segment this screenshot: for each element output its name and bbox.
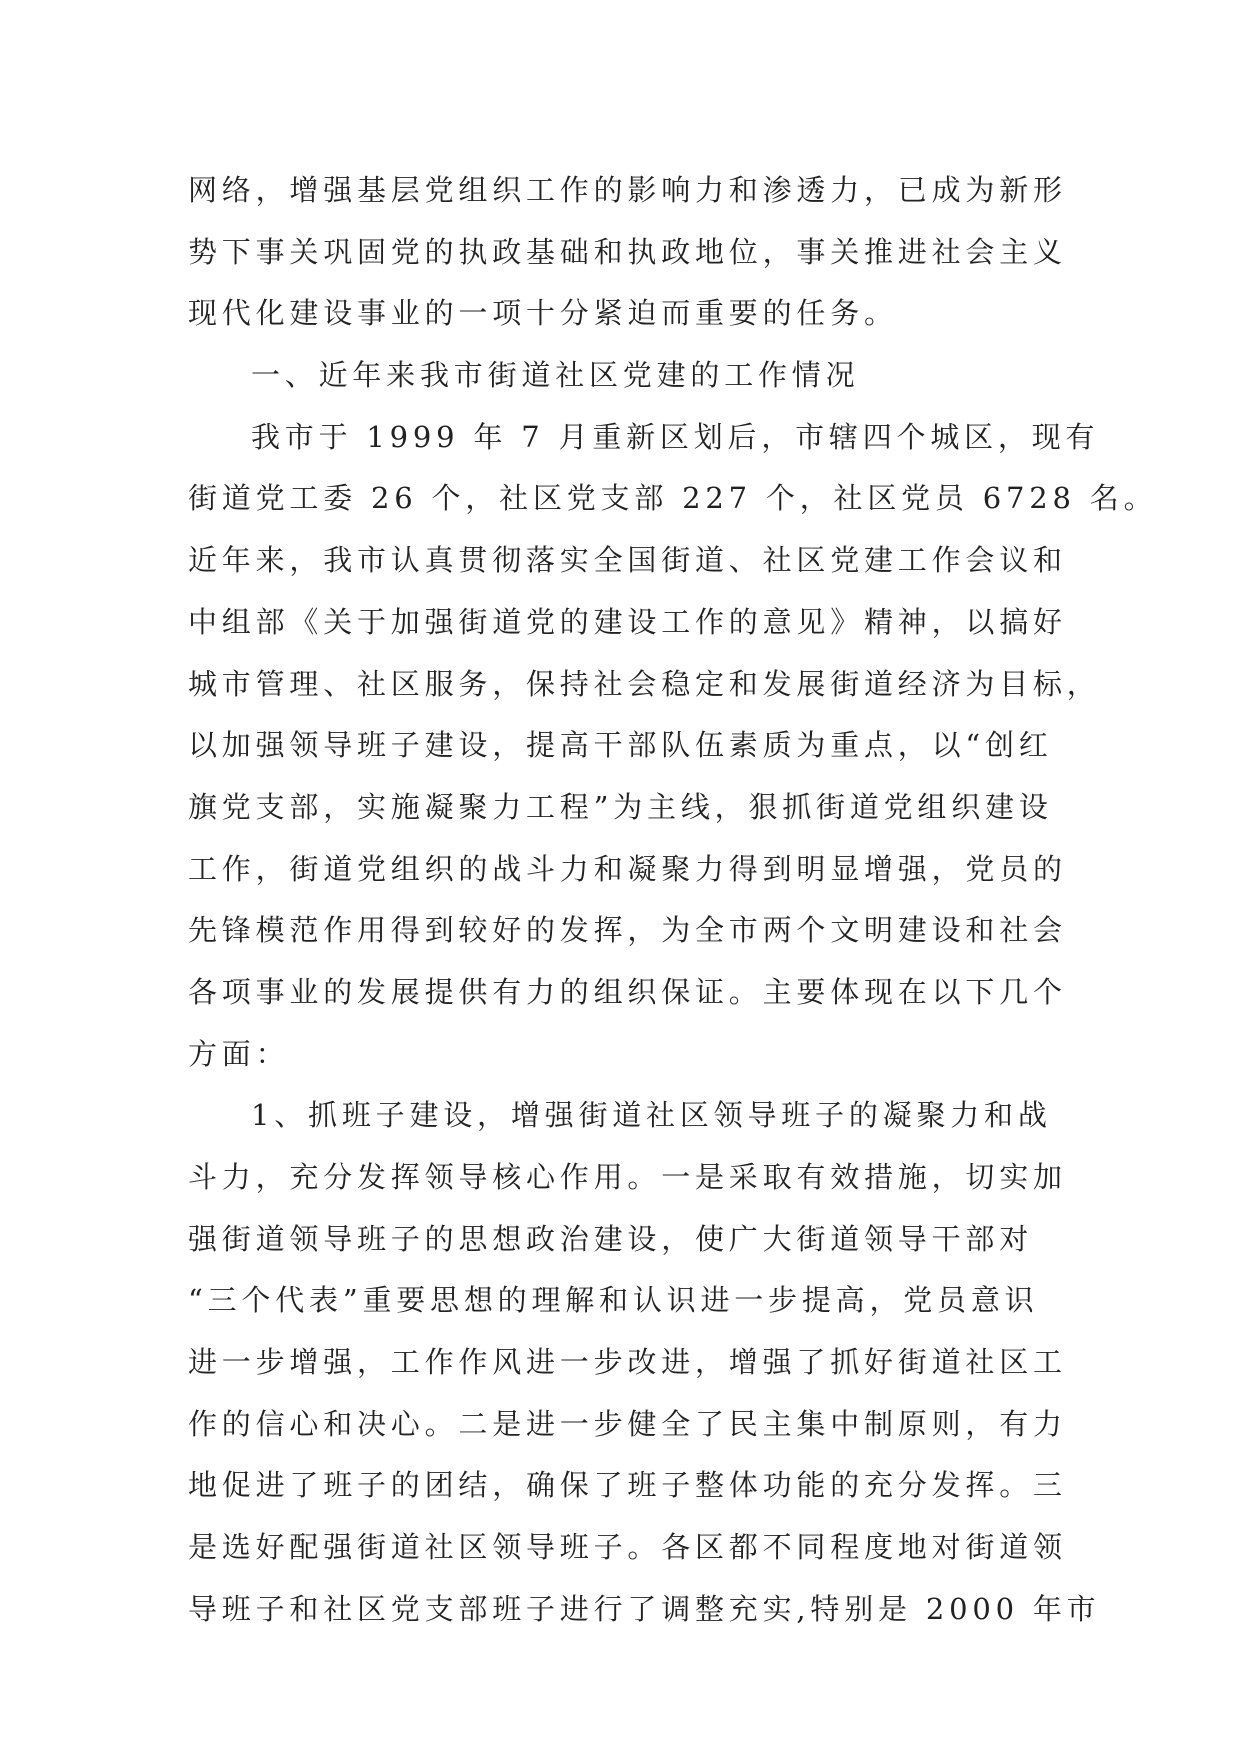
text-line: 斗力，充分发挥领导核心作用。一是采取有效措施，切实加 <box>188 1160 1067 1194</box>
text-line: 城市管理、社区服务，保持社会稳定和发展街道经济为目标， <box>188 666 1101 701</box>
text-line: 作的信心和决心。二是进一步健全了民主集中制原则，有力 <box>188 1406 1067 1441</box>
text-line: 近年来，我市认真贯彻落实全国街道、社区党建工作会议和 <box>188 543 1067 578</box>
text-line: 强街道领导班子的思想政治建设，使广大街道领导干部对 <box>188 1221 1034 1256</box>
text-line: 是选好配强街道社区领导班子。各区都不同程度地对街道领 <box>188 1530 1067 1565</box>
text-line: 导班子和社区党支部班子进行了调整充实,特别是 2000 年市 <box>188 1591 1101 1626</box>
text-line: 各项事业的发展提供有力的组织保证。主要体现在以下几个 <box>188 974 1067 1009</box>
text-line: “三个代表”重要思想的理解和认识进一步提高，党员意识 <box>188 1283 1039 1318</box>
text-line: 先锋模范作用得到较好的发挥，为全市两个文明建设和社会 <box>188 913 1067 948</box>
text-line: 中组部《关于加强街道党的建设工作的意见》精神，以搞好 <box>188 604 1067 639</box>
text-line: 工作，街道党组织的战斗力和凝聚力得到明显增强，党员的 <box>188 851 1067 886</box>
text-line: 旗党支部，实施凝聚力工程”为主线，狠抓街道党组织建设 <box>188 789 1053 824</box>
section-heading: 一、近年来我市街道社区党建的工作情况 <box>251 358 860 393</box>
text-line: 势下事关巩固党的执政基础和执政地位，事关推进社会主义 <box>188 234 1067 269</box>
text-line: 现代化建设事业的一项十分紧迫而重要的任务。 <box>188 296 898 331</box>
text-line: 1、抓班子建设，增强街道社区领导班子的凝聚力和战 <box>251 1098 1052 1133</box>
text-line: 地促进了班子的团结，确保了班子整体功能的充分发挥。三 <box>188 1468 1067 1503</box>
text-line: 网络，增强基层党组织工作的影响力和渗透力，已成为新形 <box>188 173 1067 207</box>
text-line: 进一步增强，工作作风进一步改进，增强了抓好街道社区工 <box>188 1345 1067 1380</box>
text-line: 我市于 1999 年 7 月重新区划后，市辖四个城区，现有 <box>251 419 1100 454</box>
text-line: 街道党工委 26 个，社区党支部 227 个，社区党员 6728 名。 <box>188 481 1158 516</box>
text-line: 以加强领导班子建设，提高干部队伍素质为重点，以“创红 <box>188 728 1053 763</box>
text-line: 方面： <box>188 1036 290 1071</box>
document-body <box>188 160 1158 1641</box>
